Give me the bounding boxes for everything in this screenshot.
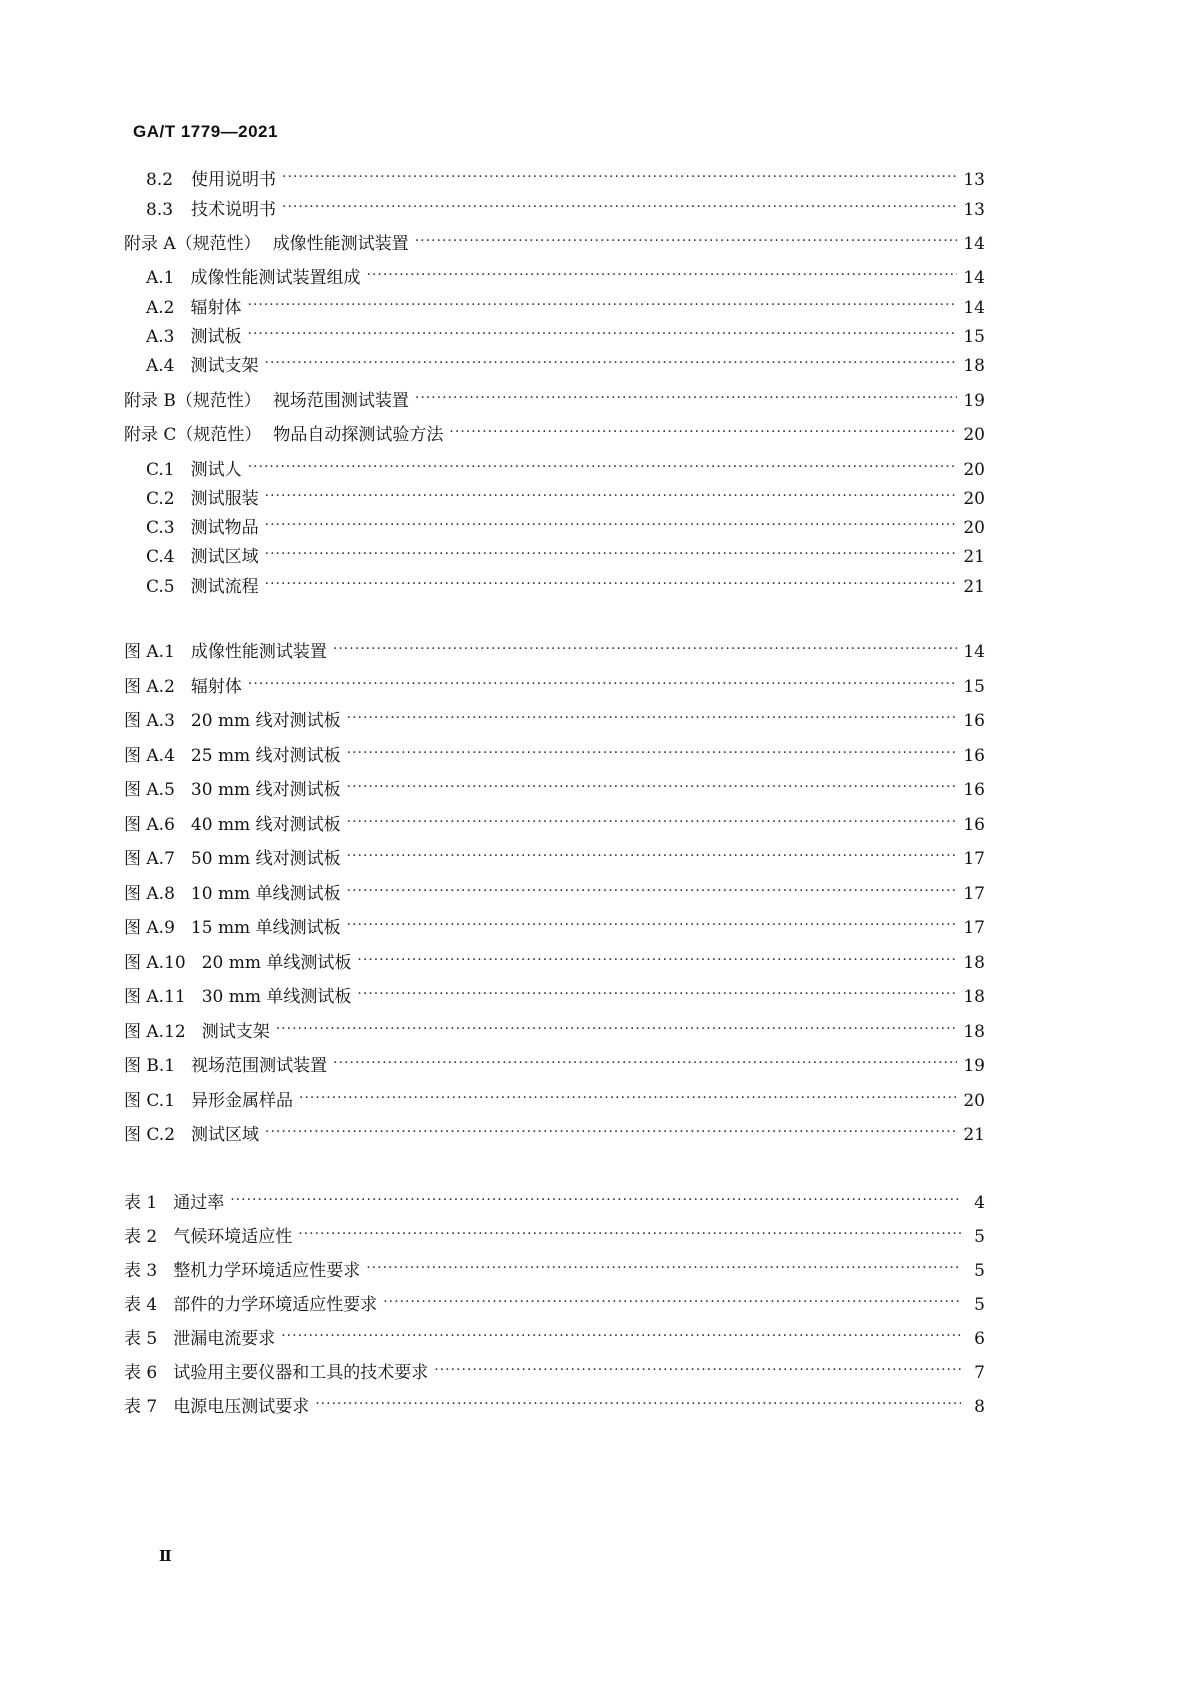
entry-label (124, 744, 341, 768)
toc-entry[interactable] (146, 575, 985, 599)
entry-title: 测试板 (190, 327, 242, 347)
entry-label (124, 813, 341, 837)
entry-number: 附录 A（规范性） (124, 234, 261, 254)
document-code: GA/T 1779—2021 (133, 122, 278, 141)
entry-number: 图 A.7 (124, 849, 175, 869)
entry-number: C.5 (146, 577, 175, 597)
entry-label (124, 640, 327, 664)
entry-title: 试验用主要仪器和工具的技术要求 (173, 1363, 429, 1383)
entry-label (146, 575, 259, 599)
toc-entry[interactable] (124, 1191, 985, 1215)
entry-page-number: 20 (963, 518, 985, 538)
leader-dots (299, 1086, 957, 1110)
entry-page-number: 15 (963, 327, 985, 347)
entry-page-number: 20 (963, 425, 985, 445)
leader-dots (265, 351, 958, 375)
toc-entry[interactable] (124, 882, 985, 906)
entry-number: 8.2 (146, 170, 174, 190)
leader-dots (347, 810, 958, 834)
entry-number: 表 4 (124, 1295, 158, 1315)
entry-number: 图 A.2 (124, 677, 175, 697)
entry-number: A.3 (146, 327, 175, 347)
entry-title: 成像性能测试装置 (190, 642, 327, 662)
leader-dots (434, 1358, 961, 1382)
entry-number: 图 A.9 (124, 918, 175, 938)
entry-page-number: 13 (963, 200, 985, 220)
entry-page-number: 14 (963, 298, 985, 318)
leader-dots (347, 706, 958, 730)
entry-number: C.1 (146, 460, 175, 480)
entry-page-number: 21 (963, 1125, 985, 1145)
leader-dots (357, 982, 957, 1006)
entry-title: 20 mm 线对测试板 (190, 711, 341, 731)
entry-title: 测试区域 (190, 547, 259, 567)
entry-number: 图 A.8 (124, 884, 175, 904)
toc-entry[interactable] (124, 1395, 985, 1419)
toc-entry[interactable] (124, 1361, 985, 1385)
entry-page-number: 7 (974, 1363, 985, 1383)
entry-title: 测试物品 (190, 518, 259, 538)
entry-title: 30 mm 单线测试板 (201, 987, 352, 1007)
entry-label (146, 458, 242, 482)
entry-page-number: 13 (963, 170, 985, 190)
entry-title: 物品自动探测试验方法 (273, 425, 444, 445)
entry-page-number: 16 (963, 746, 985, 766)
leader-dots (333, 1051, 957, 1075)
leader-dots (383, 1290, 961, 1314)
entry-label (146, 168, 276, 192)
entry-page-number: 17 (963, 918, 985, 938)
entry-label (146, 354, 259, 378)
entry-label (124, 232, 409, 256)
toc-entry[interactable] (124, 1293, 985, 1317)
leader-dots (347, 879, 958, 903)
entry-title: 15 mm 单线测试板 (190, 918, 341, 938)
entry-title: 30 mm 线对测试板 (190, 780, 341, 800)
entry-label (146, 545, 259, 569)
entry-title: 电源电压测试要求 (173, 1397, 310, 1417)
entry-title: 测试人 (190, 460, 242, 480)
leader-dots (367, 263, 958, 287)
toc-entry[interactable] (124, 916, 985, 940)
entry-page-number: 16 (963, 780, 985, 800)
leader-dots (248, 455, 958, 479)
entry-title: 成像性能测试装置组成 (190, 268, 361, 288)
entry-label (124, 1293, 377, 1317)
toc-entry[interactable] (124, 985, 985, 1009)
toc-entry[interactable] (124, 423, 985, 447)
leader-dots (248, 322, 958, 346)
entry-number: 图 A.4 (124, 746, 175, 766)
entry-title: 异形金属样品 (191, 1091, 294, 1111)
entry-title: 辐射体 (190, 677, 242, 697)
leader-dots (265, 542, 958, 566)
entry-page-number: 19 (963, 391, 985, 411)
leader-dots (449, 420, 957, 444)
entry-number: 图 A.10 (124, 953, 186, 973)
entry-number: 图 C.2 (124, 1125, 176, 1145)
toc-entry[interactable] (124, 675, 985, 699)
entry-page-number: 14 (963, 234, 985, 254)
entry-label (124, 1361, 428, 1385)
entry-number: 表 3 (124, 1261, 158, 1281)
entry-page-number: 16 (963, 711, 985, 731)
entry-label (146, 296, 242, 320)
toc-entry[interactable] (146, 296, 985, 320)
toc-entry[interactable] (124, 847, 985, 871)
entry-label (124, 778, 341, 802)
entry-title: 测试支架 (190, 356, 259, 376)
entry-label (146, 325, 242, 349)
entry-page-number: 18 (963, 987, 985, 1007)
leader-dots (265, 572, 958, 596)
leader-dots (265, 484, 958, 508)
leader-dots (276, 1017, 958, 1041)
toc-entry[interactable] (146, 545, 985, 569)
entry-label (124, 675, 242, 699)
entry-number: 图 C.1 (124, 1091, 176, 1111)
entry-page-number: 14 (963, 642, 985, 662)
entry-number: 图 A.11 (124, 987, 186, 1007)
entry-number: 表 5 (124, 1329, 158, 1349)
entry-number: 表 1 (124, 1193, 158, 1213)
entry-page-number: 18 (963, 1022, 985, 1042)
leader-dots (415, 386, 957, 410)
entry-title: 整机力学环境适应性要求 (173, 1261, 361, 1281)
entry-title: 40 mm 线对测试板 (190, 815, 341, 835)
entry-title: 测试服装 (190, 489, 259, 509)
entry-label (124, 709, 341, 733)
entry-page-number: 4 (974, 1193, 985, 1213)
entry-label (124, 1054, 327, 1078)
entry-number: 8.3 (146, 200, 174, 220)
entry-label (124, 1225, 292, 1249)
toc-entry[interactable] (124, 640, 985, 664)
leader-dots (333, 637, 957, 661)
entry-title: 25 mm 线对测试板 (190, 746, 341, 766)
toc-entry[interactable] (146, 266, 985, 290)
entry-title: 使用说明书 (191, 170, 277, 190)
toc-entry[interactable] (124, 709, 985, 733)
entry-label (146, 487, 259, 511)
entry-page-number: 20 (963, 460, 985, 480)
entry-number: 图 A.3 (124, 711, 175, 731)
entry-page-number: 8 (974, 1397, 985, 1417)
entry-label (124, 389, 409, 413)
entry-label (146, 198, 276, 222)
toc-entry[interactable] (124, 778, 985, 802)
toc-entry[interactable] (124, 1020, 985, 1044)
entry-number: C.3 (146, 518, 175, 538)
entry-number: C.2 (146, 489, 175, 509)
leader-dots (347, 741, 958, 765)
entry-title: 技术说明书 (191, 200, 277, 220)
toc-entry[interactable] (124, 1225, 985, 1249)
entry-page-number: 21 (963, 577, 985, 597)
entry-label (146, 516, 259, 540)
entry-label (124, 1259, 360, 1283)
leader-dots (265, 513, 958, 537)
entry-title: 20 mm 单线测试板 (201, 953, 352, 973)
entry-page-number: 16 (963, 815, 985, 835)
entry-label (124, 847, 341, 871)
toc-entry[interactable] (146, 354, 985, 378)
entry-label (146, 266, 361, 290)
leader-dots (357, 948, 957, 972)
entry-title: 辐射体 (190, 298, 242, 318)
toc-entry[interactable] (146, 198, 985, 222)
leader-dots (415, 229, 958, 253)
leader-dots (248, 672, 957, 696)
entry-number: 表 6 (124, 1363, 158, 1383)
entry-title: 气候环境适应性 (173, 1227, 293, 1247)
entry-title: 通过率 (173, 1193, 225, 1213)
entry-page-number: 5 (974, 1295, 985, 1315)
leader-dots (230, 1188, 961, 1212)
entry-number: 图 B.1 (124, 1056, 176, 1076)
entry-label (124, 882, 341, 906)
toc-entry[interactable] (124, 951, 985, 975)
toc-entry[interactable] (124, 813, 985, 837)
entry-number: 图 A.5 (124, 780, 175, 800)
entry-page-number: 6 (974, 1329, 985, 1349)
entry-title: 测试区域 (191, 1125, 260, 1145)
entry-label (124, 1191, 224, 1215)
entry-page-number: 5 (974, 1227, 985, 1247)
toc-entry[interactable] (124, 1089, 985, 1113)
entry-page-number: 19 (963, 1056, 985, 1076)
page-number: Ⅱ (159, 1547, 172, 1565)
entry-label (124, 916, 341, 940)
leader-dots (281, 1324, 961, 1348)
toc-entry[interactable] (124, 1327, 985, 1351)
entry-title: 测试流程 (190, 577, 259, 597)
toc-entry[interactable] (146, 516, 985, 540)
entry-page-number: 15 (963, 677, 985, 697)
entry-number: 附录 C（规范性） (124, 425, 262, 445)
entry-title: 成像性能测试装置 (272, 234, 409, 254)
toc-entry[interactable] (124, 1054, 985, 1078)
entry-number: 附录 B（规范性） (124, 391, 261, 411)
entry-number: A.2 (146, 298, 175, 318)
entry-number: 图 A.6 (124, 815, 175, 835)
entry-label (124, 1123, 259, 1147)
entry-title: 部件的力学环境适应性要求 (173, 1295, 378, 1315)
toc-entry[interactable] (124, 389, 985, 413)
leader-dots (347, 775, 958, 799)
entry-page-number: 20 (963, 489, 985, 509)
entry-page-number: 17 (963, 884, 985, 904)
entry-label (124, 1395, 309, 1419)
leader-dots (366, 1256, 961, 1280)
entry-title: 泄漏电流要求 (173, 1329, 276, 1349)
toc-entry[interactable] (146, 458, 985, 482)
entry-label (124, 1020, 270, 1044)
entry-number: C.4 (146, 547, 175, 567)
entry-title: 测试支架 (201, 1022, 270, 1042)
entry-title: 10 mm 单线测试板 (190, 884, 341, 904)
leader-dots (298, 1222, 961, 1246)
toc-entry[interactable] (124, 232, 985, 256)
leader-dots (248, 293, 958, 317)
entry-title: 视场范围测试装置 (272, 391, 409, 411)
leader-dots (315, 1392, 961, 1416)
leader-dots (282, 165, 957, 189)
entry-page-number: 21 (963, 547, 985, 567)
entry-label (124, 1327, 275, 1351)
entry-number: A.4 (146, 356, 175, 376)
toc-entry[interactable] (124, 1259, 985, 1283)
entry-page-number: 18 (963, 953, 985, 973)
entry-label (124, 985, 351, 1009)
entry-page-number: 20 (963, 1091, 985, 1111)
entry-number: 表 7 (124, 1397, 158, 1417)
leader-dots (347, 913, 958, 937)
entry-page-number: 17 (963, 849, 985, 869)
leader-dots (347, 844, 958, 868)
entry-number: 表 2 (124, 1227, 158, 1247)
toc-entry[interactable] (124, 1123, 985, 1147)
leader-dots (265, 1120, 957, 1144)
toc-entry[interactable] (146, 487, 985, 511)
entry-number: 图 A.1 (124, 642, 175, 662)
entry-label (124, 1089, 293, 1113)
entry-label (124, 951, 351, 975)
entry-label (124, 423, 443, 447)
entry-title: 视场范围测试装置 (191, 1056, 328, 1076)
entry-number: 图 A.12 (124, 1022, 186, 1042)
entry-number: A.1 (146, 268, 175, 288)
toc-entry[interactable] (124, 744, 985, 768)
entry-page-number: 18 (963, 356, 985, 376)
toc-entry[interactable] (146, 168, 985, 192)
entry-page-number: 5 (974, 1261, 985, 1281)
leader-dots (282, 195, 957, 219)
entry-page-number: 14 (963, 268, 985, 288)
entry-title: 50 mm 线对测试板 (190, 849, 341, 869)
toc-entry[interactable] (146, 325, 985, 349)
